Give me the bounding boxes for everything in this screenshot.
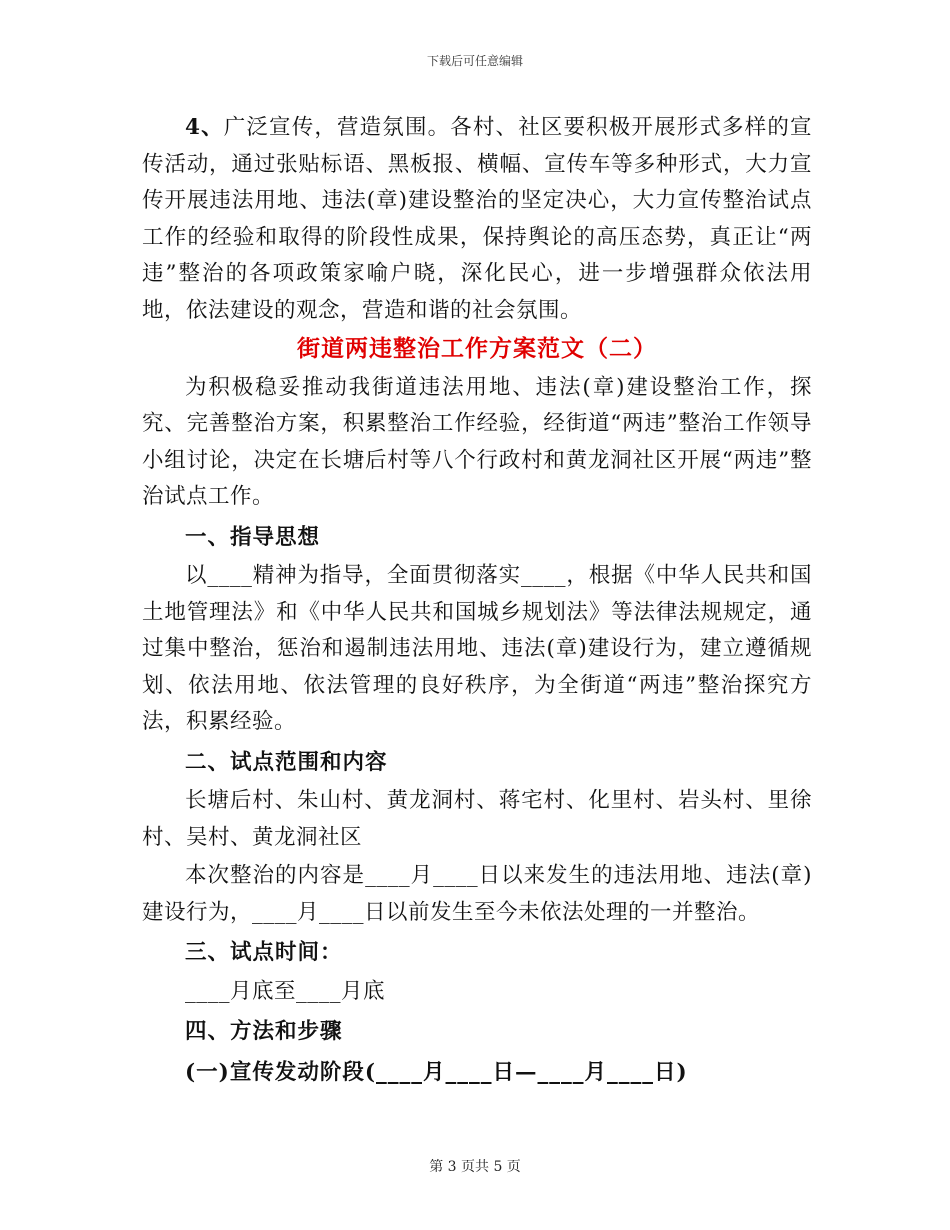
paragraph-text: 各村、社区要积极开展形式多样的宣传活动，通过张贴标语、黑板报、横幅、宣传车等多种形式，大力宣传开展违法用地、违法(章)建设整治的坚定决心，大力宣传整治试点工作的经验和取得的阶段性成果，保持舆论的高压态势，真正让“两违”整治的各项政策家喻户晓，深化民心，进一步增强群众依法用地，依法建设的观念，营造和谐的社会氛围。: [142, 115, 812, 323]
document-title: 街道两违整治工作方案范文（二）: [297, 335, 657, 362]
section-text-scope-content: 本次整治的内容是____月____日以来发生的违法用地、违法(章)建设行为，____月____日以前发生至今未依法处理的一并整治。: [142, 863, 812, 925]
section-text-guiding-idea: 以____精神为指导，全面贯彻落实____，根据《中华人民共和国土地管理法》和《中华人民共和国城乡规划法》等法律法规规定，通过集中整治，惩治和遏制违法用地、违法(章)建设行为，建立遵循规划、依法用地、依法管理的良好秩序，为全街道“两违”整治探究方法，积累经验。: [142, 563, 812, 734]
page-footer: 第 3 页共 5 页: [429, 1159, 521, 1175]
intro-paragraph: 为积极稳妥推动我街道违法用地、违法(章)建设整治工作，探究、完善整治方案，积累整治工作经验，经街道“两违”整治工作领导小组讨论，决定在长塘后村等八个行政村和黄龙洞社区开展“两违”整治试点工作。: [142, 374, 812, 509]
paragraph-lead-title: 广泛宣传，营造氛围。: [223, 115, 451, 140]
page-header: 下载后可任意编辑: [426, 54, 523, 68]
subsection-heading-publicity: (一)宣传发动阶段(____月____日—____月____日): [185, 1059, 688, 1085]
section-heading-steps: 四、方法和步骤: [185, 1019, 343, 1044]
section-text-scope-villages: 长塘后村、朱山村、黄龙洞村、蒋宅村、化里村、岩头村、里徐村、吴村、黄龙洞社区: [142, 788, 812, 850]
section-text-time: ____月底至____月底: [185, 978, 386, 1004]
section-heading-guiding-idea: 一、指导思想: [185, 524, 321, 550]
paragraph-lead-number: 4、: [185, 115, 224, 140]
section-heading-scope: 二、试点范围和内容: [185, 749, 388, 775]
section-heading-time: 三、试点时间：: [185, 940, 343, 965]
document-body: [142, 110, 812, 1091]
paragraph-propaganda: [142, 110, 812, 329]
